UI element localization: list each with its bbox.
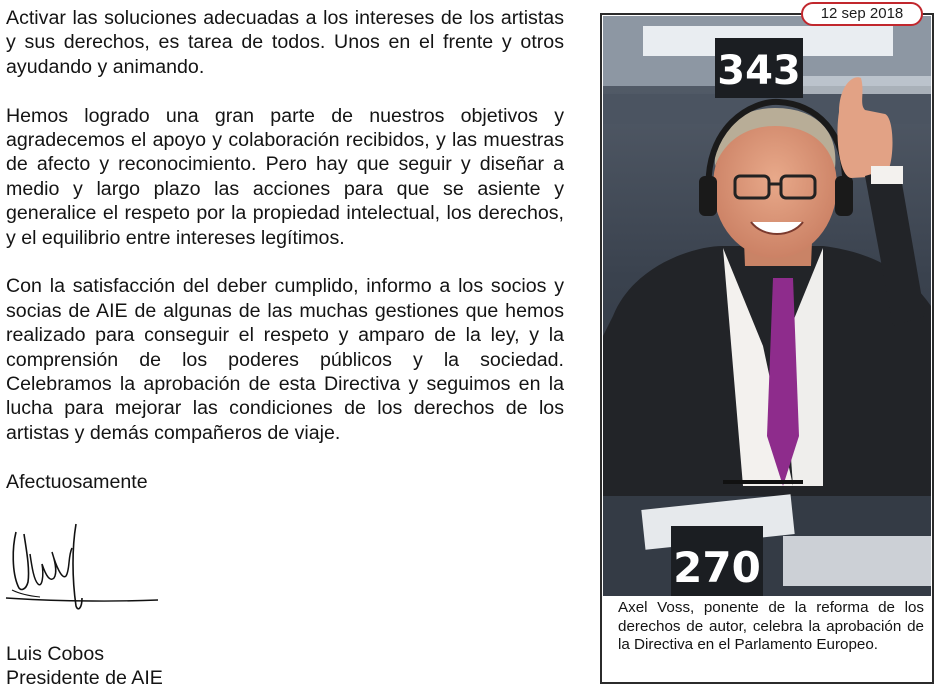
letter-paragraph-2: Hemos logrado una gran parte de nuestros objetivos y agradecemos el apoyo y colaboración recibidos, y las muestras de afecto y reconocimiento. Pero hay que seguir y diseñar a medio y largo plazo las acciones para que se asiente y generalice el respeto por la propiedad intelectual, los derechos, y el equilibrio entre intereses legítimos. <box>6 104 564 249</box>
photo-axel-voss <box>603 16 931 596</box>
handwritten-signature <box>0 518 170 618</box>
letter-paragraph-3: Con la satisfacción del deber cumplido, informo a los socios y socias de AIE de algunas de las muchas gestiones que hemos realizado para conseguir el respeto y amparo de la ley, y la comprensión de los poderes públicos y la sociedad. Celebramos la aprobación de esta Directiva y seguimos en la lucha para mejorar las condiciones de los derechos de los artistas y demás compañeros de viaje. <box>6 275 564 444</box>
letter-paragraph-1: Activar las soluciones adecuadas a los intereses de los artistas y sus derechos, es tarea de todos. Unos en el frente y otros ayudando y animando. <box>6 7 564 78</box>
seat-number-bottom: 270 <box>673 543 761 592</box>
date-badge: 12 sep 2018 <box>801 2 923 26</box>
seat-number-top: 343 <box>717 48 801 94</box>
photo-card <box>600 13 934 684</box>
letter-body <box>6 6 564 494</box>
photo-caption: Axel Voss, ponente de la reforma de los derechos de autor, celebra la aprobación de la Directiva en el Parlamento Europeo. <box>618 599 924 654</box>
letter-closing: Afectuosamente <box>6 470 148 493</box>
signer-block <box>6 642 163 691</box>
signer-title: Presidente de AIE <box>6 667 163 690</box>
signer-name: Luis Cobos <box>6 643 105 665</box>
